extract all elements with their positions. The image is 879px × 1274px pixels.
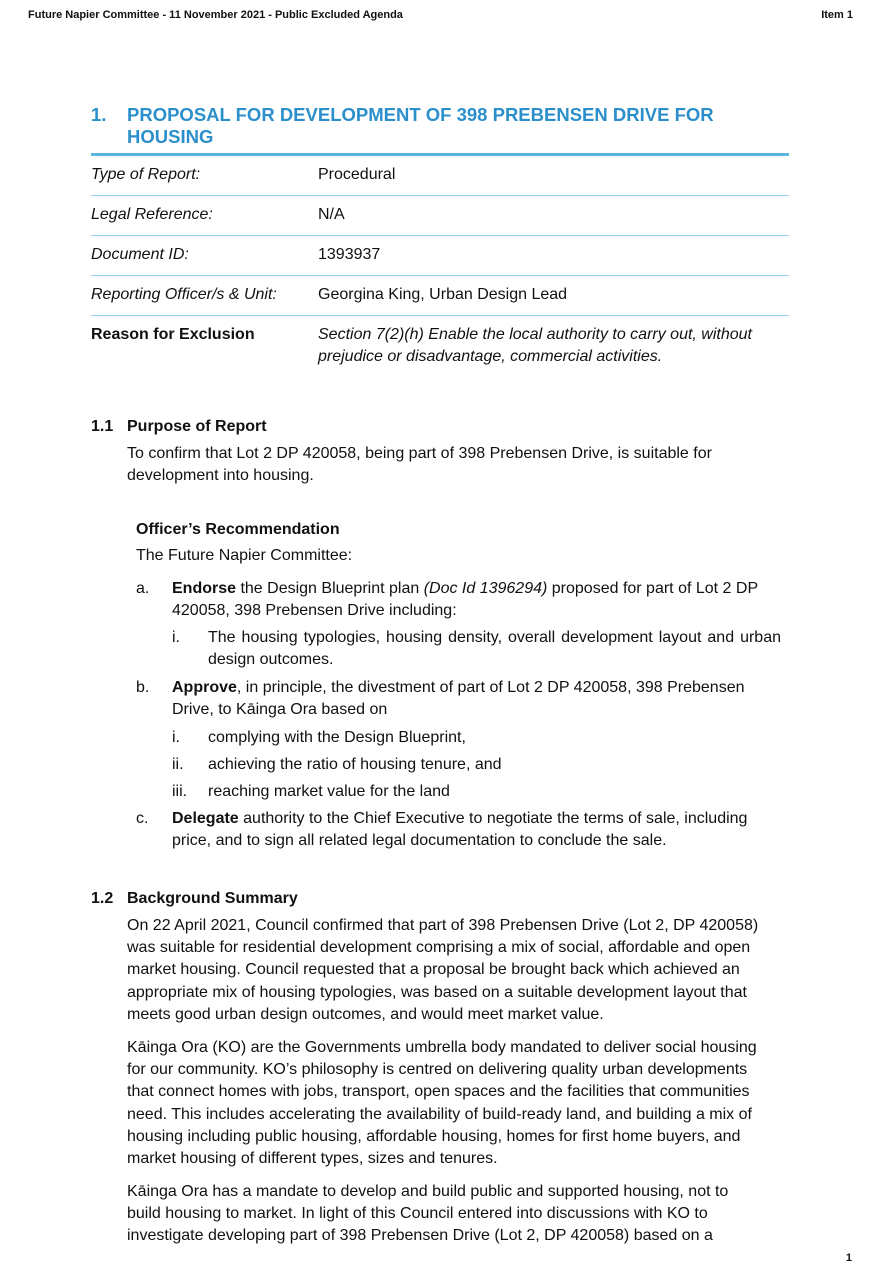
background-paragraph-1 [127, 915, 790, 1026]
text-line: for our community. KO’s philosophy is centred on delivering quality urban developments [127, 1061, 748, 1079]
list-marker: c. [136, 810, 149, 827]
list-item-body: achieving the ratio of housing tenure, and [208, 756, 502, 773]
list-marker: i. [172, 629, 180, 646]
reason-value-line-2: prejudice or disadvantage, commercial activities. [318, 348, 663, 365]
text-line: investigate developing part of 398 Prebensen Drive (Lot 2, DP 420058) based on a [127, 1227, 713, 1245]
list-marker: i. [172, 729, 180, 746]
docid-label: Document ID: [91, 246, 189, 263]
list-item-body [172, 677, 781, 721]
item-text: the Design Blueprint plan [236, 580, 424, 597]
section-title: Background Summary [127, 890, 298, 907]
recommendation-intro: The Future Napier Committee: [136, 547, 353, 564]
list-marker: iii. [172, 783, 188, 800]
text-line: build housing to market. In light of this Council entered into discussions with KO to [127, 1205, 708, 1223]
list-item-body: The housing typologies, housing density, overall development layout and urban design outcomes. [208, 629, 781, 669]
item-text: , in principle, the divestment of part of Lot 2 DP 420058, 398 Prebensen Drive, to Kāinga Ora based on [172, 679, 745, 719]
title-line-2: HOUSING [127, 126, 214, 147]
type-value: Procedural [318, 166, 396, 183]
item-text: proposed for part of Lot 2 DP 420058, 398 Prebensen Drive including: [172, 580, 758, 620]
text-line: meets good urban design outcomes, and would meet market value. [127, 1005, 604, 1023]
list-marker: b. [136, 679, 150, 696]
title-divider [91, 153, 789, 156]
meta-divider [91, 315, 789, 316]
text-line: that connect homes with jobs, transport, open spaces and the facilities that communities [127, 1083, 750, 1101]
reason-label: Reason for Exclusion [91, 326, 255, 343]
purpose-line-1: To confirm that Lot 2 DP 420058, being part of 398 Prebensen Drive, is suitable for [127, 445, 712, 462]
text-line: market housing of different types, sizes and tenures. [127, 1150, 498, 1168]
list-item-body: reaching market value for the land [208, 783, 450, 800]
reason-value [318, 324, 788, 368]
meta-divider [91, 195, 789, 196]
title-number: 1. [91, 104, 107, 125]
title-line-1: PROPOSAL FOR DEVELOPMENT OF 398 PREBENSEN DRIVE FOR [127, 104, 714, 125]
officer-label: Reporting Officer/s & Unit: [91, 286, 277, 303]
background-paragraph-3 [127, 1181, 790, 1248]
text-line: was suitable for residential development comprising a mix of social, affordable and open [127, 939, 751, 957]
running-header-item: Item 1 [821, 9, 853, 21]
purpose-paragraph [127, 443, 790, 487]
reason-value-line-1: Section 7(2)(h) Enable the local authority to carry out, without [318, 326, 752, 343]
doc-id-ref: (Doc Id 1396294) [423, 580, 548, 597]
text-line: On 22 April 2021, Council confirmed that part of 398 Prebensen Drive (Lot 2, DP 420058) [127, 917, 759, 934]
list-marker: ii. [172, 756, 184, 773]
list-item-body: complying with the Design Blueprint, [208, 729, 466, 746]
list-item-body [172, 578, 781, 622]
report-title [91, 104, 791, 148]
section-number: 1.2 [91, 890, 114, 907]
item-text: authority to the Chief Executive to negotiate the terms of sale, including price, and to sign all related legal documentation to conclude the sale. [172, 810, 748, 850]
section-title: Purpose of Report [127, 418, 267, 435]
text-line: appropriate mix of housing typologies, was based on a suitable development layout that [127, 983, 747, 1001]
purpose-line-2: development into housing. [127, 467, 314, 485]
legal-label: Legal Reference: [91, 206, 213, 223]
page-number: 1 [845, 1252, 852, 1264]
type-label: Type of Report: [91, 166, 201, 183]
meta-divider [91, 235, 789, 236]
text-line: need. This includes accelerating the availability of build-ready land, and building a mix of [127, 1105, 752, 1123]
text-line: Kāinga Ora (KO) are the Governments umbrella body mandated to deliver social housing [127, 1039, 757, 1056]
text-line: market housing. Council requested that a proposal be brought back which achieved an [127, 961, 740, 979]
text-line: housing including public housing, affordable housing, homes for first home buyers, and [127, 1127, 741, 1145]
officer-value: Georgina King, Urban Design Lead [318, 286, 568, 303]
list-marker: a. [136, 580, 150, 597]
docid-value: 1393937 [318, 246, 381, 263]
verb-delegate: Delegate [172, 810, 239, 827]
text-line: Kāinga Ora has a mandate to develop and build public and supported housing, not to [127, 1183, 729, 1200]
recommendation-heading: Officer’s Recommendation [136, 521, 340, 538]
verb-approve: Approve [172, 679, 237, 696]
section-number: 1.1 [91, 418, 114, 435]
list-item-body [172, 808, 781, 852]
meta-divider [91, 275, 789, 276]
background-paragraph-2 [127, 1037, 790, 1170]
legal-value: N/A [318, 206, 345, 223]
running-header-title: Future Napier Committee - 11 November 2021 - Public Excluded Agenda [28, 9, 403, 21]
verb-endorse: Endorse [172, 580, 237, 597]
